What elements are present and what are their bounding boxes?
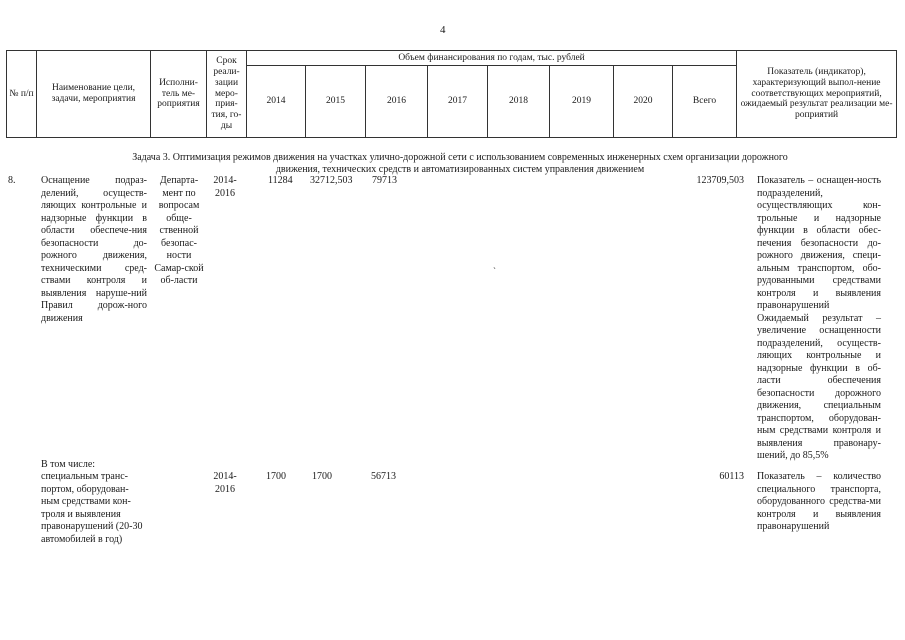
sub-value-2015: 1700 — [312, 471, 332, 482]
expected-result-text: Ожидаемый результат – увеличение оснащенности подразделений, осуществ-ляющих контрольные и надзорные функции в об-ласти обеспечения безопасности дорожного движения, специальным транспортом, оборудован-ным средствами контроля и выявления правонару-шений, до 85,5% — [757, 312, 881, 461]
value-2015: 32712,503 — [310, 175, 353, 186]
sub-value-2014: 1700 — [266, 471, 286, 482]
row-number: 8. — [8, 175, 16, 186]
stray-mark: ˋ — [493, 266, 496, 276]
program-table-header — [6, 50, 897, 138]
task-heading-line1: Задача 3. Оптимизация режимов движения на участках улично-дорожной сети с использованием современных инженерных схем организации дорожного — [132, 152, 788, 163]
header-total: Всего — [673, 66, 737, 138]
header-year-2018: 2018 — [488, 66, 550, 138]
header-number: № п/п — [7, 51, 37, 138]
measure-name: Оснащение подраз-делений, осуществ-ляющих контрольные и надзорные функции в области обеспече-ния безопасности до-рожного движения, техническими сред-ствами контроля и выявления наруше-ний Правил дорож-ного движения — [41, 175, 147, 324]
sub-measure-name: специальным транс-портом, оборудован-ным средствами кон-троля и выявления правонарушений (20-30 автомобилей в год) — [41, 471, 143, 545]
header-year-2020: 2020 — [614, 66, 673, 138]
header-indicator: Показатель (индикатор), характеризующий выпол-нение соответствующих мероприятий, ожидаемый результат реализации ме-роприятий — [737, 51, 897, 138]
term: 2014-2016 — [213, 175, 237, 199]
header-financing: Объем финансирования по годам, тыс. рублей — [247, 51, 737, 66]
value-total: 123709,503 — [696, 175, 744, 186]
sub-value-2016: 56713 — [371, 471, 396, 482]
sub-value-total: 60113 — [719, 471, 744, 482]
header-year-2015: 2015 — [306, 66, 366, 138]
header-year-2016: 2016 — [366, 66, 428, 138]
value-2016: 79713 — [372, 175, 397, 186]
indicator — [757, 175, 881, 463]
task-heading — [40, 152, 880, 175]
header-year-2019: 2019 — [550, 66, 614, 138]
header-year-2014: 2014 — [247, 66, 306, 138]
indicator-text: Показатель – оснащен-ность подразделений, осуществляющих кон-трольные и надзорные функции в области обес-печения безопасности до-рожного движения, специ-альным транспортом, обо-рудованными средствами контроля и выявления правонарушений — [757, 175, 881, 311]
page-number: 4 — [440, 24, 446, 36]
value-2014: 11284 — [268, 175, 293, 186]
header-name: Наименование цели, задачи, мероприятия — [37, 51, 151, 138]
header-term: Срок реали-зации меро-прия-тия, го-ды — [207, 51, 247, 138]
executor: Департа-мент по вопросам обще-ственной безопас-ности Самар-ской об-ласти — [154, 175, 204, 286]
task-heading-line2: движения, технических средств и автоматизированных систем управления движением — [275, 163, 645, 175]
header-year-2017: 2017 — [428, 66, 488, 138]
sub-indicator: Показатель – количество специального транспорта, оборудованного средства-ми контроля и выявления правонарушений — [757, 471, 881, 532]
header-executor: Исполни-тель ме-роприятия — [151, 51, 207, 138]
sub-term: 2014-2016 — [213, 471, 237, 495]
sub-intro: В том числе: — [41, 459, 96, 470]
